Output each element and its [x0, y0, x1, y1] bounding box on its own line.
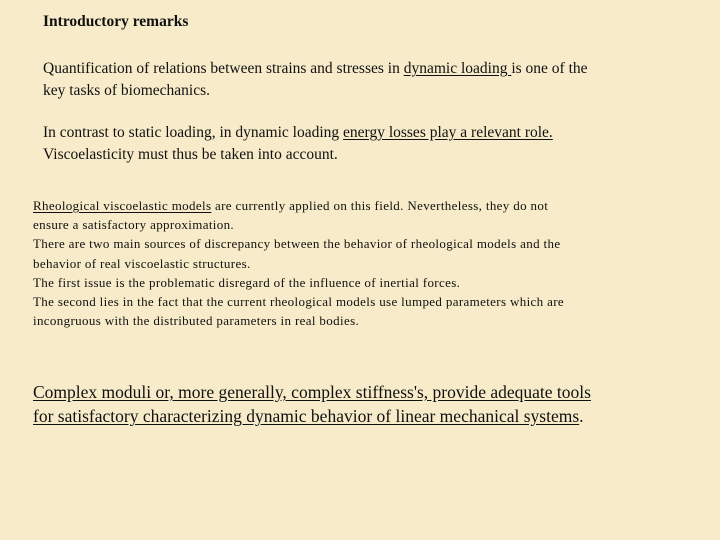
para4-period: .	[579, 406, 584, 426]
para3-line6: The second lies in the fact that the current rheological models use lumped parameters which are	[33, 294, 565, 310]
para2-line2: Viscoelasticity must thus be taken into account.	[43, 146, 338, 163]
para3-line4: behavior of real viscoelastic structures.	[33, 255, 251, 271]
page-heading: Introductory remarks	[43, 13, 189, 30]
para3-line5: The first issue is the problematic disregard of the influence of inertial forces.	[33, 274, 461, 290]
para3-underlined-phrase: Rheological viscoelastic models	[33, 198, 212, 213]
paragraph-complex-moduli	[33, 380, 703, 428]
para1-underlined-phrase: dynamic loading	[403, 60, 512, 77]
para3-line3: There are two main sources of discrepancy between the behavior of rheological models and the	[33, 236, 561, 252]
para3-line1-rest: are currently applied on this field. Nevertheless, they do not	[211, 198, 549, 213]
paragraph-energy-losses	[43, 122, 703, 166]
para3-line2: ensure a satisfactory approximation.	[33, 217, 235, 233]
para3-line1	[33, 196, 683, 215]
para2-underlined-phrase: energy losses play a relevant role.	[343, 124, 553, 141]
para2-text-start: In contrast to static loading, in dynamic loading	[43, 124, 344, 141]
para1-text-start: Quantification of relations between strains and stresses in	[43, 60, 404, 77]
paragraph-dynamic-loading	[43, 58, 703, 102]
paragraph-rheological-models	[33, 196, 683, 330]
para1-text-end: is one of the	[511, 60, 588, 77]
para3-line7: incongruous with the distributed parameters in real bodies.	[33, 313, 360, 329]
para4-line2: for satisfactory characterizing dynamic behavior of linear mechanical systems	[33, 406, 580, 426]
para1-line2: key tasks of biomechanics.	[43, 82, 211, 99]
para4-line1: Complex moduli or, more generally, complex stiffness's, provide adequate tools	[33, 382, 591, 402]
